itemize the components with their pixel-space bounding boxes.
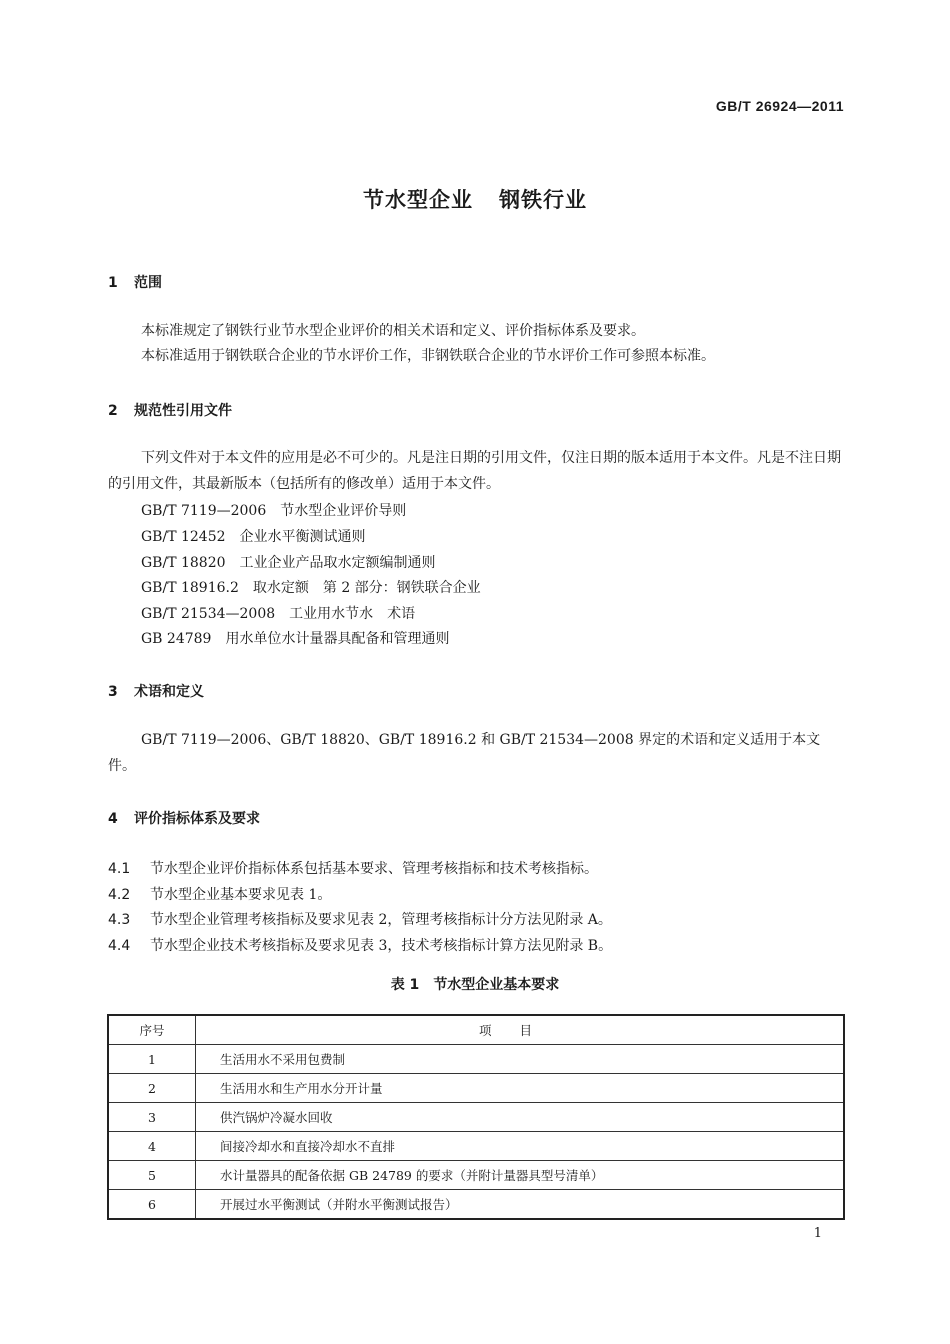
clause-text: 节水型企业技术考核指标及要求见表 3，技术考核指标计算方法见附录 B。 [150,938,613,954]
header-cell-number: 序号 [108,1015,196,1045]
row-item: 生活用水和生产用水分开计量 [196,1074,845,1103]
reference-item: GB/T 12452 企业水平衡测试通则 [141,529,366,545]
section-3-heading [108,681,204,701]
row-item: 开展过水平衡测试（并附水平衡测试报告） [196,1190,845,1220]
section-1-heading [108,272,162,292]
clause-number: 4.3 [108,912,131,928]
table-header-row [108,1015,844,1045]
clause-4-1 [108,858,598,878]
requirements-table [107,1014,845,1220]
title-part-1: 节水型企业 [363,188,473,212]
row-item: 水计量器具的配备依据 GB 24789 的要求（并附计量器具型号清单） [196,1161,845,1190]
row-number: 6 [108,1190,196,1220]
section-number: 3 [108,684,118,700]
clause-4-2 [108,884,331,904]
reference-item: GB/T 18916.2 取水定额 第 2 部分：钢铁联合企业 [141,580,481,596]
table-row [108,1045,844,1074]
table-row [108,1161,844,1190]
reference-item: GB/T 7119—2006 节水型企业评价导则 [141,503,407,519]
row-number: 3 [108,1103,196,1132]
page-number: 1 [813,1226,822,1241]
reference-item: GB 24789 用水单位水计量器具配备和管理通则 [141,631,450,647]
section-title: 评价指标体系及要求 [134,811,260,827]
table-number: 表 1 [390,977,420,993]
table-row [108,1074,844,1103]
section-2-heading [108,400,232,420]
section-title: 规范性引用文件 [134,403,232,419]
header-cell-item: 项目 [196,1015,845,1045]
title-part-2: 钢铁行业 [499,188,587,212]
table-caption [0,974,950,994]
clause-text: 节水型企业管理考核指标及要求见表 2，管理考核指标计分方法见附录 A。 [150,912,612,928]
clause-number: 4.2 [108,887,131,903]
reference-item: GB/T 18820 工业企业产品取水定额编制通则 [141,555,436,571]
row-item: 间接冷却水和直接冷却水不直排 [196,1132,845,1161]
section-3-paragraph: GB/T 7119—2006、GB/T 18820、GB/T 18916.2 和 GB/T 21534—2008 界定的术语和定义适用于本文件。 [108,732,821,774]
section-number: 2 [108,403,118,419]
row-item: 供汽锅炉冷凝水回收 [196,1103,845,1132]
standard-number: GB/T 26924—2011 [715,98,844,114]
section-title: 术语和定义 [134,684,204,700]
table-title: 节水型企业基本要求 [433,977,560,993]
clause-number: 4.1 [108,861,131,877]
section-number: 4 [108,811,118,827]
table-row [108,1132,844,1161]
clause-text: 节水型企业基本要求见表 1。 [150,887,332,903]
section-title: 范围 [134,275,162,291]
row-number: 2 [108,1074,196,1103]
row-number: 5 [108,1161,196,1190]
section-1-paragraph-2: 本标准适用于钢铁联合企业的节水评价工作，非钢铁联合企业的节水评价工作可参照本标准。 [141,348,715,364]
clause-number: 4.4 [108,938,131,954]
clause-text: 节水型企业评价指标体系包括基本要求、管理考核指标和技术考核指标。 [150,861,598,877]
table-row [108,1190,844,1220]
section-2-intro: 下列文件对于本文件的应用是必不可少的。凡是注日期的引用文件，仅注日期的版本适用于本文件。凡是不注日期的引用文件，其最新版本（包括所有的修改单）适用于本文件。 [108,450,841,492]
clause-4-4 [108,935,612,955]
row-number: 1 [108,1045,196,1074]
section-number: 1 [108,275,118,291]
document-title [0,184,950,214]
section-4-heading [108,808,260,828]
clause-4-3 [108,909,612,929]
table-row [108,1103,844,1132]
row-number: 4 [108,1132,196,1161]
section-1-paragraph-1: 本标准规定了钢铁行业节水型企业评价的相关术语和定义、评价指标体系及要求。 [141,323,645,339]
row-item: 生活用水不采用包费制 [196,1045,845,1074]
reference-item: GB/T 21534—2008 工业用水节水 术语 [141,606,416,622]
